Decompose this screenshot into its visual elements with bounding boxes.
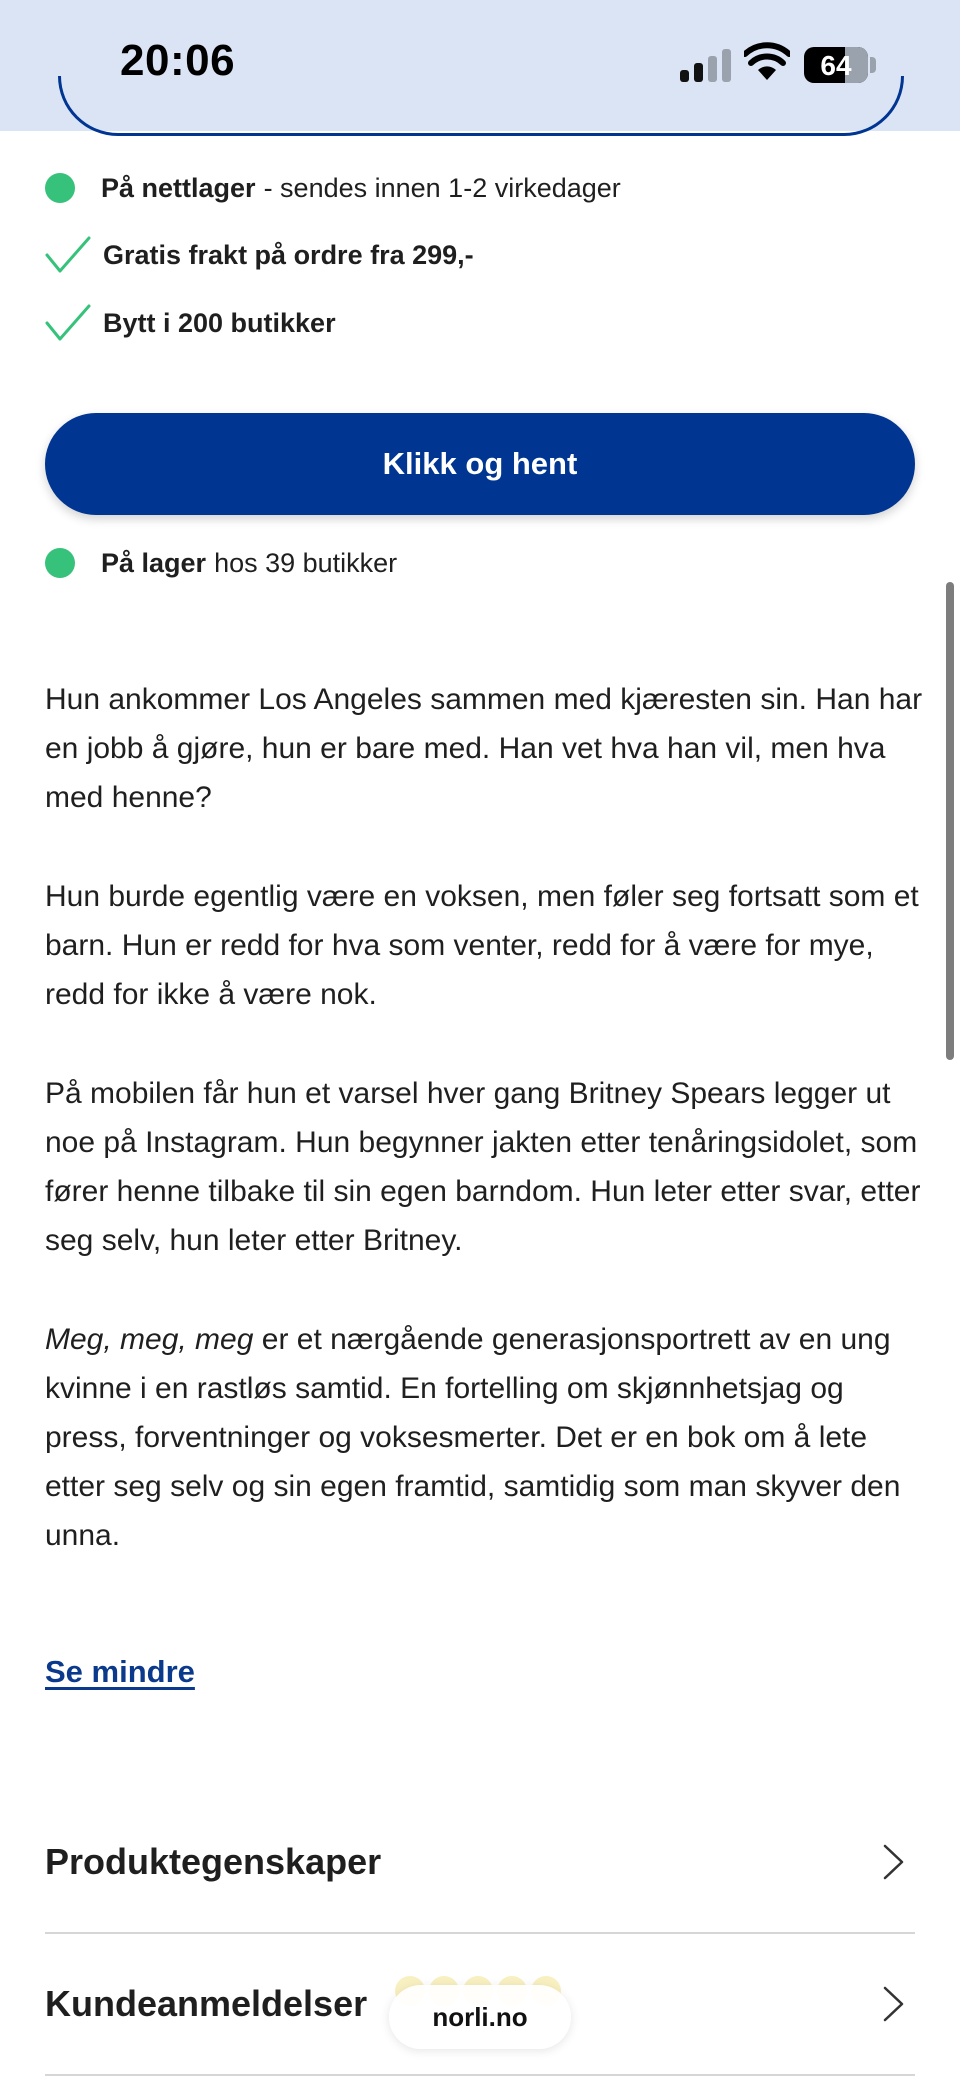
online-stock-label: På nettlager <box>101 172 256 203</box>
exchange-text: Bytt i 200 butikker <box>103 307 336 338</box>
book-title: Meg, meg, meg <box>45 1323 254 1356</box>
description-paragraph: Hun ankommer Los Angeles sammen med kjæresten sin. Han har en jobb å gjøre, hun er bare med. Han vet hva han vil, men hva med henne? <box>45 683 923 814</box>
in-stock-dot-icon <box>45 173 75 203</box>
see-less-link[interactable]: Se mindre <box>45 1654 195 1689</box>
exchange-row <box>45 300 344 346</box>
chevron-right-icon <box>881 1843 907 1881</box>
accordion-title: Produktegenskaper <box>45 1841 382 1882</box>
scrollbar[interactable] <box>946 582 954 1060</box>
description-paragraph <box>45 1315 925 1560</box>
description-paragraph: På mobilen får hun et varsel hver gang Britney Spears legger ut noe på Instagram. Hun begynner jakten etter tenåringsidolet, som fører henne tilbake til sin egen barndom. Hun leter etter svar, etter seg selv, hun leter etter Britney. <box>45 1077 921 1257</box>
browser-address-pill[interactable]: norli.no <box>389 1985 571 2049</box>
chevron-right-icon <box>881 1985 907 2023</box>
accordion-title: Kundeanmeldelser <box>45 1983 368 2024</box>
store-stock-text: hos 39 butikker <box>214 547 398 578</box>
description-text: er et nærgående generasjonsportrett av en ung kvinne i en rastløs samtid. En fortelling om skjønnhetsjag og press, forventninger og voksesmerter. Det er en bok om å lete etter seg selv og sin egen framtid, samtidig som man skyver den unna. <box>45 1323 901 1552</box>
product-description <box>45 675 925 1560</box>
battery-tip <box>870 57 876 73</box>
free-shipping-row <box>45 232 482 278</box>
store-stock-row <box>45 540 397 586</box>
in-stock-dot-icon <box>45 548 75 578</box>
store-stock-label: På lager <box>101 547 207 578</box>
accordion-product-properties[interactable] <box>45 1792 915 1934</box>
online-stock-text: - sendes innen 1-2 virkedager <box>263 172 621 203</box>
online-stock-row <box>45 165 621 211</box>
check-icon <box>45 235 91 275</box>
click-and-collect-button[interactable]: Klikk og hent <box>45 413 915 515</box>
previous-button-edge[interactable] <box>58 76 904 136</box>
free-shipping-text: Gratis frakt på ordre fra 299,- <box>103 239 474 270</box>
status-time: 20:06 <box>120 36 236 85</box>
battery-level: 64 <box>820 50 852 81</box>
description-paragraph: Hun burde egentlig være en voksen, men føler seg fortsatt som et barn. Hun er redd for hva som venter, redd for å være for mye, redd for ikke å være nok. <box>45 880 919 1011</box>
check-icon <box>45 303 91 343</box>
